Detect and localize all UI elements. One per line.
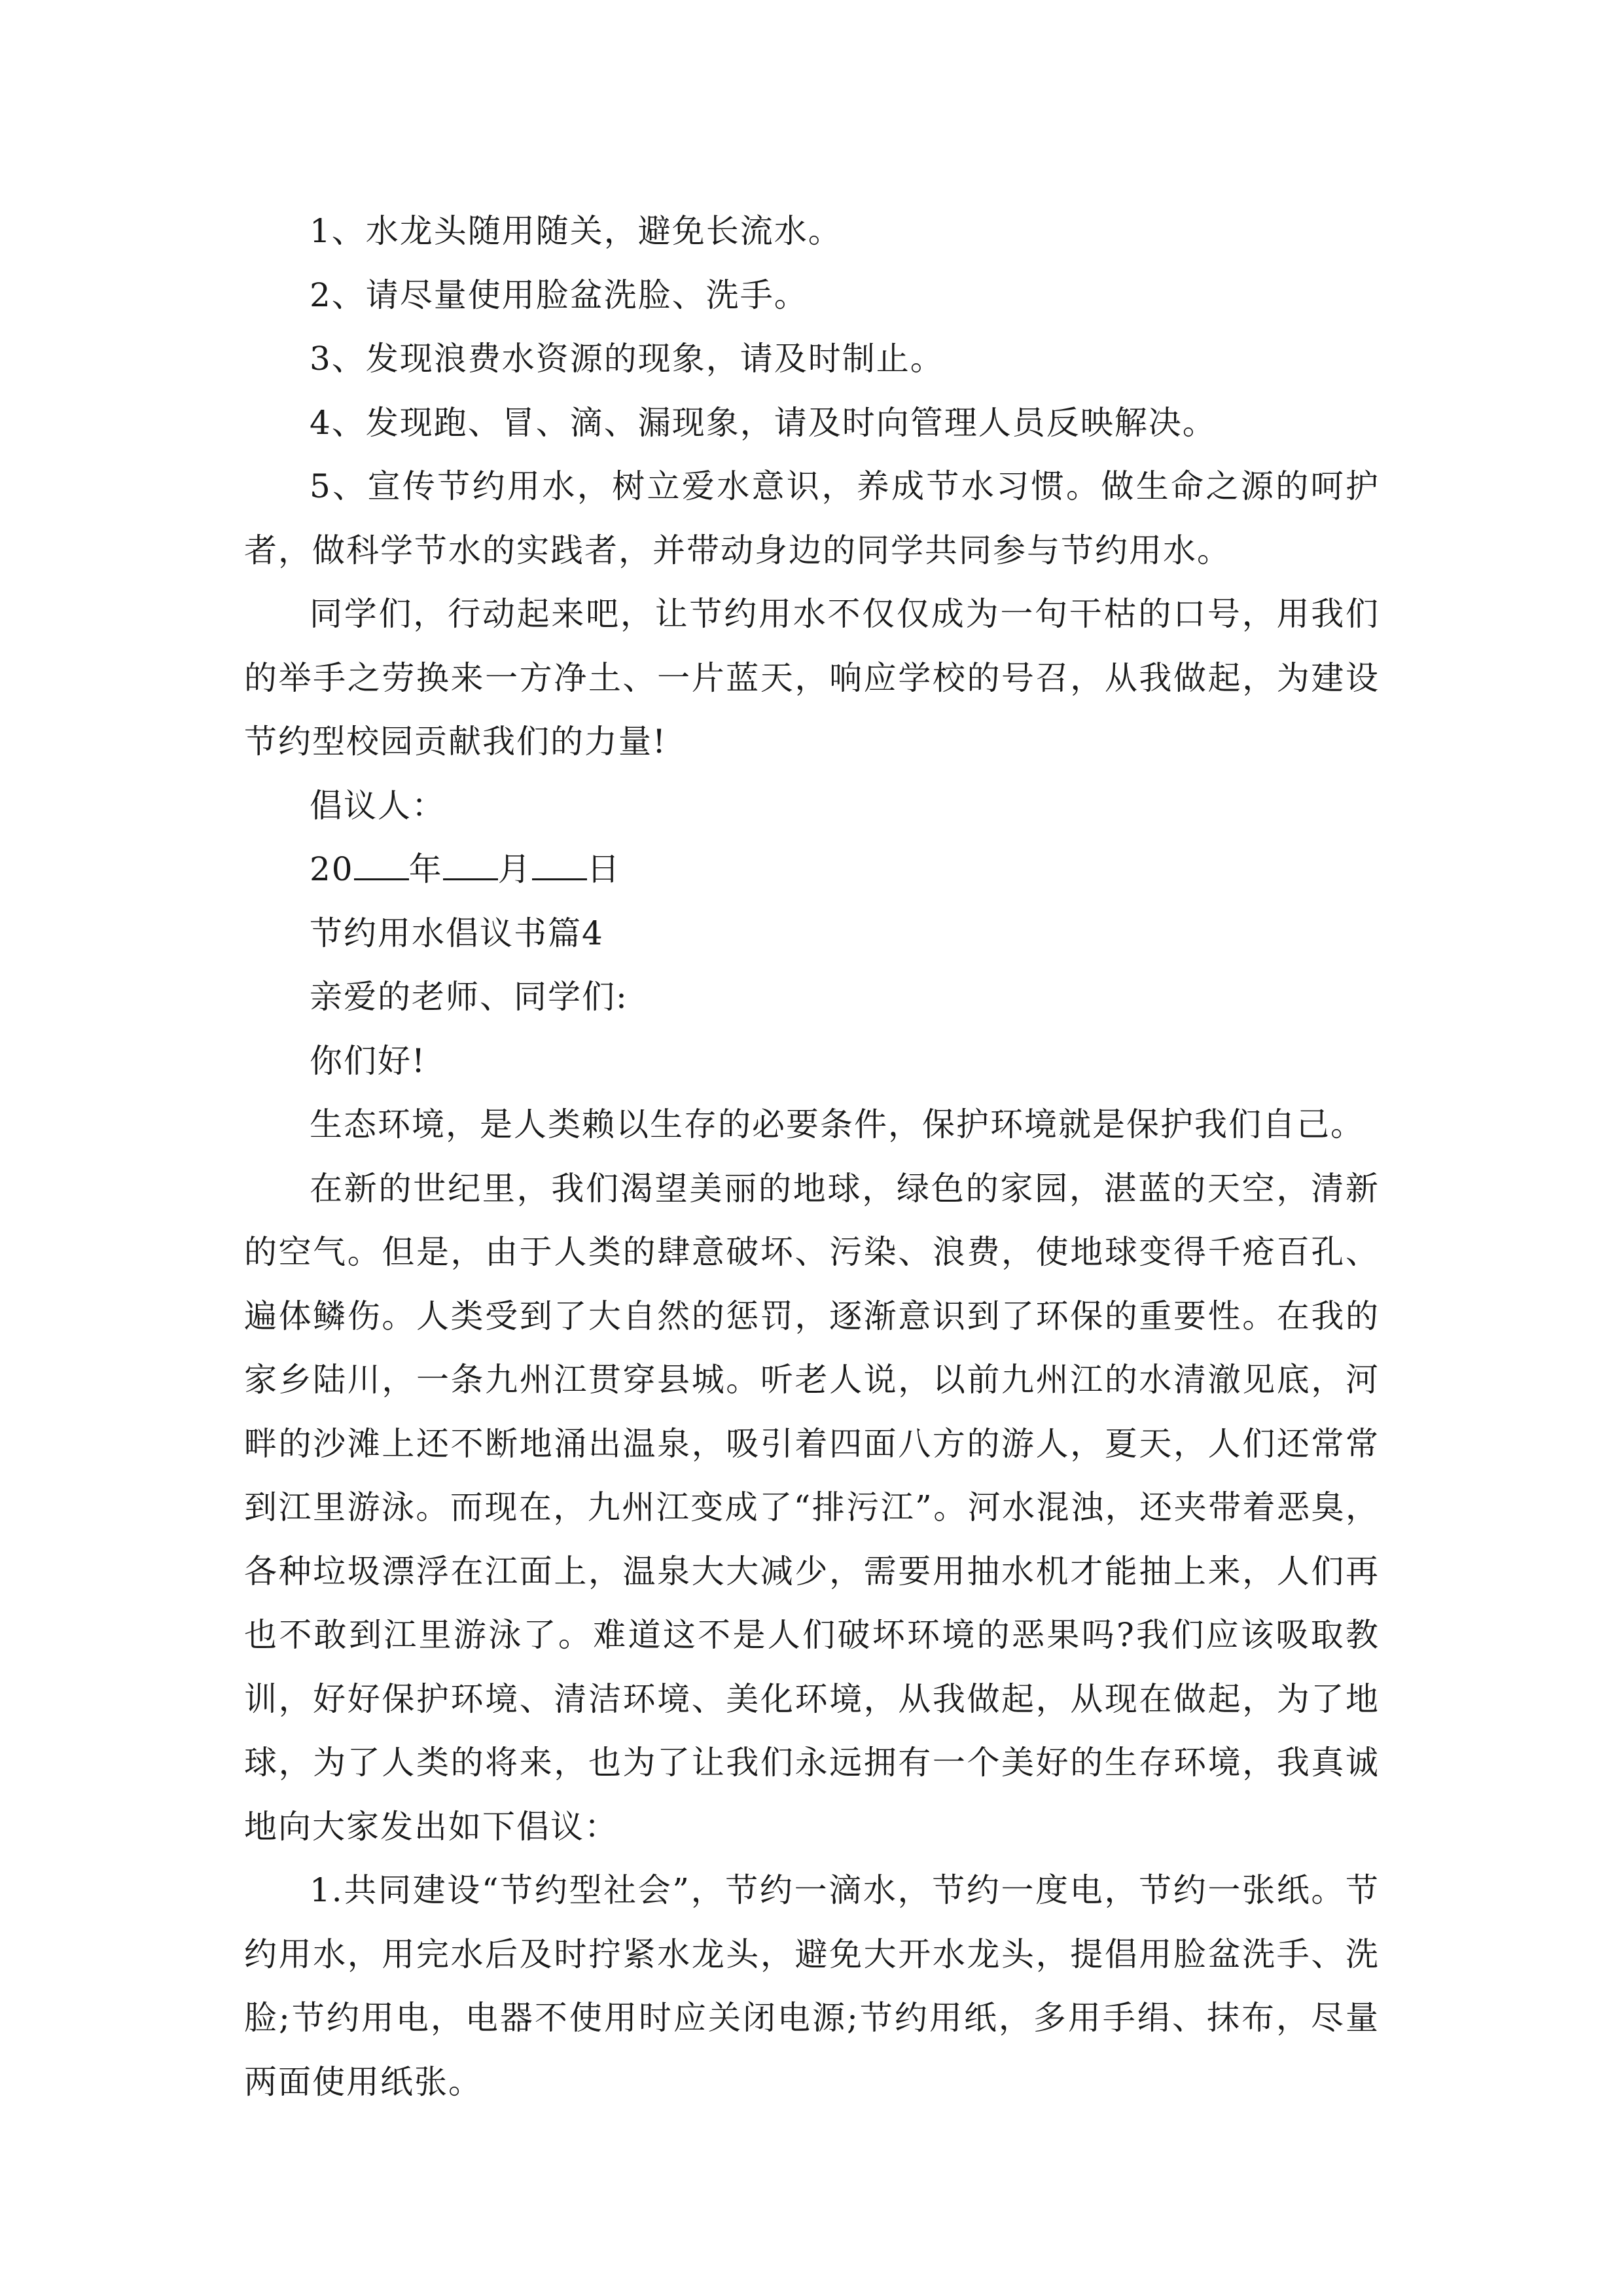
list-item-5: 5、宣传节约用水，树立爱水意识，养成节水习惯。做生命之源的呵护者，做科学节水的实践者，并带动身边的同学共同参与节约用水。: [244, 467, 1380, 569]
body-paragraph: 在新的世纪里，我们渴望美丽的地球，绿色的家园，湛蓝的天空，清新的空气。但是，由于人类的肆意破坏、污染、浪费，使地球变得千疮百孔、遍体鳞伤。人类受到了大自然的惩罚，逐渐意识到了环保的重要性。在我的家乡陆川，一条九州江贯穿县城。听老人说，以前九州江的水清澈见底，河畔的沙滩上还不断地涌出温泉，吸引着四面八方的游人，夏天，人们还常常到江里游泳。而现在，九州江变成了“排污江”。河水混浊，还夹带着恶臭，各种垃圾漂浮在江面上，温泉大大减少，需要用抽水机才能抽上来，人们再也不敢到江里游泳了。难道这不是人们破坏环境的恶果吗?我们应该吸取教训，好好保护环境、清洁环境、美化环境，从我做起，从现在做起，为了地球，为了人类的将来，也为了让我们永远拥有一个美好的生存环境，我真诚地向大家发出如下倡议：: [244, 1169, 1380, 1846]
list-item-1: 1、水龙头随用随关，避免长流水。: [310, 212, 842, 250]
day-blank: [532, 846, 587, 880]
day-label: 日: [586, 850, 621, 888]
proposal-item-1: 1.共同建设“节约型社会”，节约一滴水，节约一度电，节约一张纸。节约用水，用完水后及时拧紧水龙头，避免大开水龙头，提倡用脸盆洗手、洗脸;节约用电，电器不使用时应关闭电源;节约用纸，多用手绢、抹布，尽量两面使用纸张。: [244, 1871, 1380, 2101]
document-body: [244, 200, 1380, 2114]
list-item-2: 2、请尽量使用脸盆洗脸、洗手。: [310, 276, 808, 314]
section-title: 节约用水倡议书篇4: [310, 914, 604, 952]
list-item-4: 4、发现跑、冒、滴、漏现象，请及时向管理人员反映解决。: [310, 403, 1217, 442]
month-blank: [443, 846, 498, 880]
salutation: 亲爱的老师、同学们:: [310, 978, 628, 1016]
greeting: 你们好!: [310, 1041, 427, 1080]
intro-paragraph: 生态环境，是人类赖以生存的必要条件，保护环境就是保护我们自己。: [310, 1105, 1364, 1143]
year-label: 年: [408, 850, 443, 888]
call-to-action-paragraph: 同学们，行动起来吧，让节约用水不仅仅成为一句干枯的口号，用我们的举手之劳换来一方净土、一片蓝天，响应学校的号召，从我做起，为建设节约型校园贡献我们的力量!: [244, 595, 1380, 761]
date-line: [244, 838, 1380, 902]
year-blank: [354, 846, 409, 880]
proposer-label: 倡议人：: [310, 786, 446, 825]
date-prefix: 20: [310, 850, 354, 888]
list-item-3: 3、发现浪费水资源的现象，请及时制止。: [310, 340, 944, 378]
month-label: 月: [497, 850, 532, 888]
